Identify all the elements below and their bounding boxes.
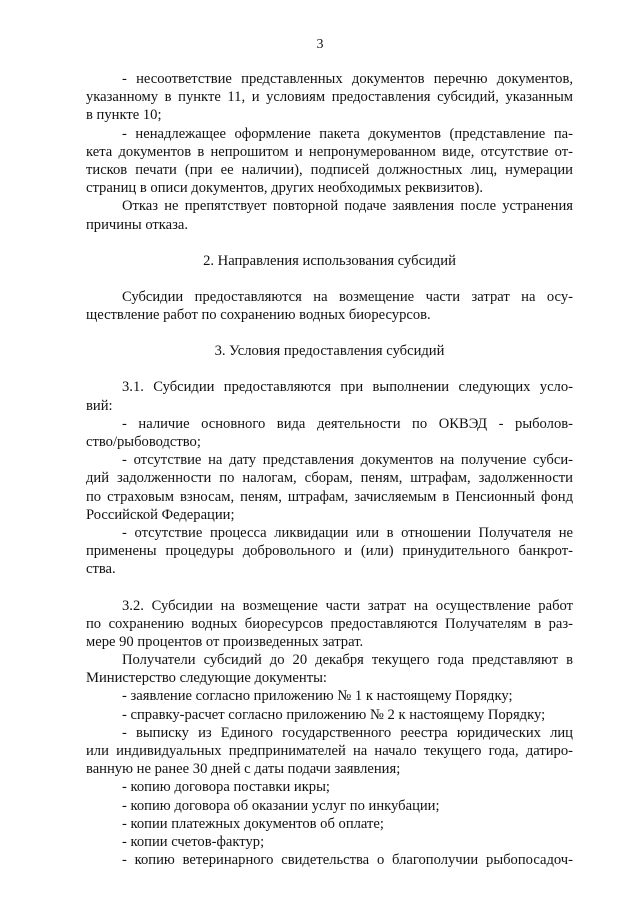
paragraph-line: 3.2. Субсидии на возмещение части затрат на осуществление работ: [122, 597, 573, 614]
paragraph: [86, 851, 573, 869]
paragraph-line: вий:: [86, 397, 113, 414]
paragraph: [86, 451, 573, 524]
paragraph-line: - заявление согласно приложению № 1 к настоящему Порядку;: [122, 688, 513, 705]
paragraph: [86, 706, 573, 724]
paragraph-line: - ненадлежащее оформление пакета документов (представление па-: [122, 125, 573, 142]
paragraph-line: - копию ветеринарного свидетельства о благополучии рыбопосадоч-: [122, 852, 573, 869]
paragraph-line: страниц в описи документов, других необходимых реквизитов).: [86, 180, 484, 197]
paragraph-line: ванную не ранее 30 дней с даты подачи заявления;: [86, 761, 401, 778]
paragraph-line: по сохранению водных биоресурсов предоставляются Получателям в раз-: [86, 615, 573, 632]
paragraph-line: - справку-расчет согласно приложению № 2 к настоящему Порядку;: [122, 706, 546, 723]
paragraph: [86, 70, 573, 125]
paragraph-line: - копии платежных документов об оплате;: [122, 815, 384, 832]
paragraph: [86, 815, 573, 833]
paragraph-line: - копию договора поставки икры;: [122, 779, 330, 796]
paragraph: [86, 197, 573, 233]
paragraph: [86, 415, 573, 451]
paragraph-line: - копию договора об оказании услуг по инкубации;: [122, 797, 440, 814]
paragraph: [86, 524, 573, 579]
paragraph: [86, 125, 573, 198]
paragraph-line: или индивидуальных предпринимателей на начало текущего года, датиро-: [86, 743, 573, 759]
paragraph-line: ство/рыбоводство;: [86, 434, 201, 450]
paragraph-line: ства.: [86, 561, 116, 578]
paragraph-line: Субсидии предоставляются на возмещение части затрат на осу-: [122, 288, 573, 305]
paragraph: [86, 724, 573, 779]
paragraph: [86, 378, 573, 414]
paragraph-line: указанному в пункте 11, и условиям предоставления субсидий, указанным: [86, 89, 573, 106]
paragraph-line: - несоответствие представленных документов перечню документов,: [122, 71, 573, 87]
paragraph-line: тисков печати (при ее наличии), подписей должностных лиц, нумерации: [86, 161, 573, 178]
paragraph: [86, 597, 573, 652]
paragraph-line: причины отказа.: [86, 216, 189, 233]
paragraph-line: Российской Федерации;: [86, 506, 235, 523]
paragraph-line: - отсутствие процесса ликвидации или в отношении Получателя не: [122, 524, 573, 541]
paragraph-line: Отказ не препятствует повторной подаче заявления после устранения: [122, 198, 573, 215]
paragraph: [86, 687, 573, 705]
page-number: 3: [316, 37, 324, 52]
paragraph-line: 3.1. Субсидии предоставляются при выполнении следующих усло-: [122, 379, 573, 396]
paragraph-line: применены процедуры добровольного и (или) принудительного банкрот-: [86, 543, 573, 560]
paragraph-line: мере 90 процентов от произведенных затрат.: [86, 633, 364, 650]
paragraph-line: ществление работ по сохранению водных биоресурсов.: [86, 307, 431, 324]
paragraph-line: Получатели субсидий до 20 декабря текущего года представляют в: [122, 652, 573, 669]
paragraph-line: кета документов в непрошитом и непронумерованном виде, отсутствие от-: [86, 143, 573, 160]
document-body: [86, 70, 573, 869]
paragraph-line: Министерство следующие документы:: [86, 670, 327, 687]
paragraph-line: - выписку из Единого государственного реестра юридических лиц: [122, 724, 573, 741]
paragraph-line: - копии счетов-фактур;: [122, 833, 265, 850]
paragraph-line: в пункте 10;: [86, 107, 162, 124]
section-heading: 3. Условия предоставления субсидий: [214, 343, 445, 360]
paragraph: [86, 797, 573, 815]
paragraph: [86, 651, 573, 687]
section-heading: 2. Направления использования субсидий: [203, 252, 456, 269]
paragraph-line: дий задолженности по налогам, сборам, пеням, штрафам, задолженности: [86, 470, 573, 487]
paragraph: [86, 833, 573, 851]
paragraph: [86, 288, 573, 324]
paragraph-line: - наличие основного вида деятельности по ОКВЭД - рыболов-: [122, 415, 573, 432]
paragraph: [86, 778, 573, 796]
paragraph-line: по страховым взносам, пеням, штрафам, зачисляемым в Пенсионный фонд: [86, 488, 573, 505]
paragraph-line: - отсутствие на дату представления документов на получение субси-: [122, 452, 573, 469]
